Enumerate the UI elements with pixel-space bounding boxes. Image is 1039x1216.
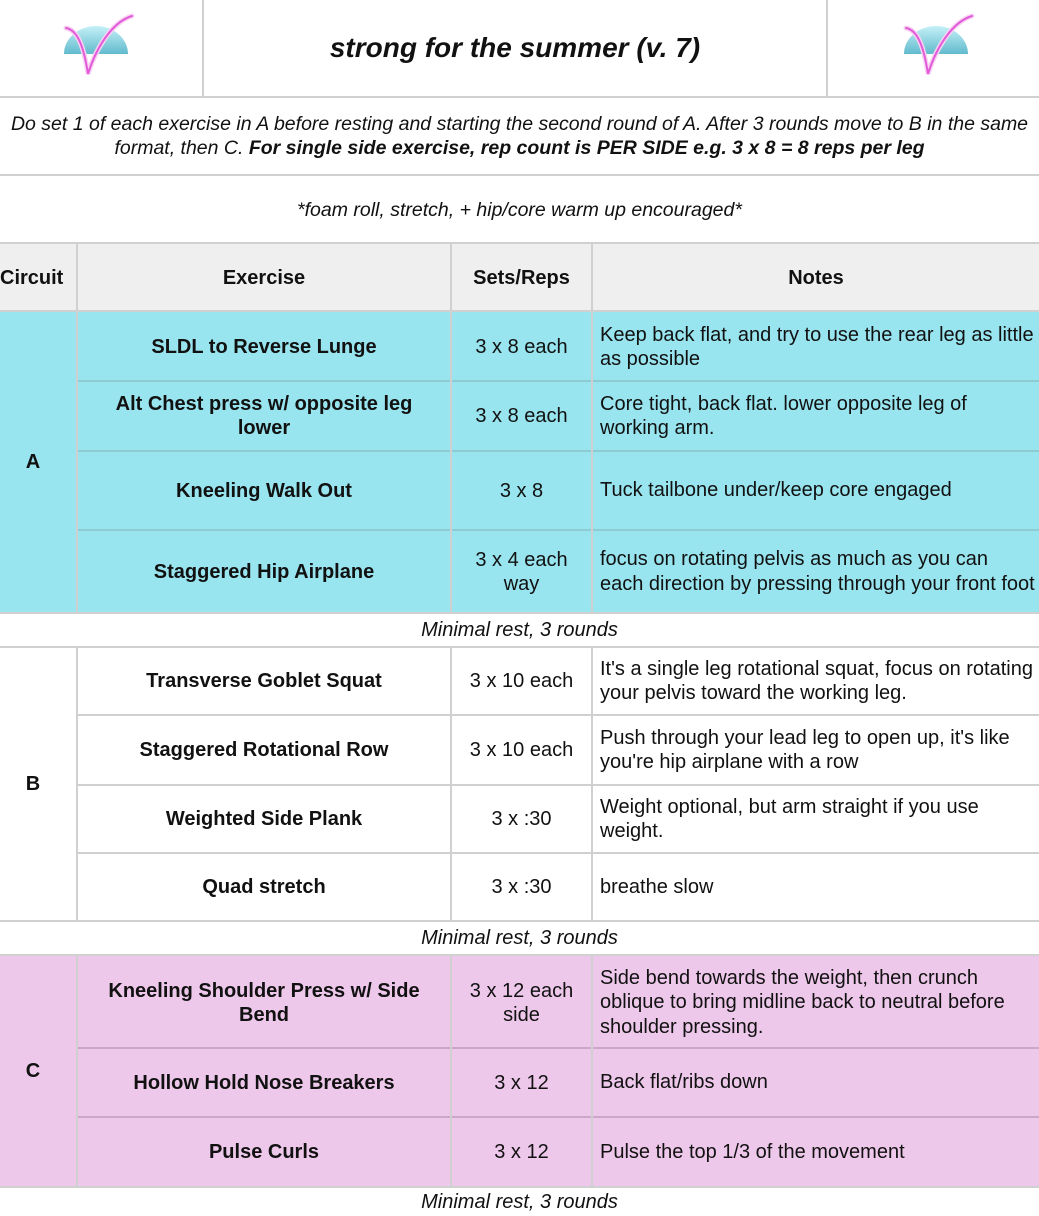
instructions-bold: For single side exercise, rep count is PER SIDE e.g. 3 x 8 = 8 reps per leg: [248, 137, 925, 159]
sets-cell: 3 x 4 each way: [475, 548, 568, 595]
notes-cell: Keep back flat, and try to use the rear leg as little as possible: [600, 323, 1034, 370]
divider: [0, 96, 1039, 98]
notes-cell: Push through your lead leg to open up, it's like you're hip airplane with a row: [600, 726, 1010, 773]
divider: [0, 242, 1039, 244]
sets-cell: 3 x 8 each: [475, 405, 568, 427]
exercise-cell: Staggered Rotational Row: [139, 739, 389, 761]
exercise-cell: Transverse Goblet Squat: [146, 670, 382, 692]
divider: [0, 310, 1039, 312]
circuit-label-b: B: [25, 772, 41, 795]
exercise-cell: Kneeling Shoulder Press w/ Side Bend: [108, 979, 420, 1026]
circuit-label-c: C: [25, 1059, 41, 1082]
logo-left-icon: [52, 8, 140, 84]
exercise-cell: Alt Chest press w/ opposite leg lower: [115, 393, 413, 439]
header-notes: Notes: [788, 266, 844, 289]
exercise-cell: SLDL to Reverse Lunge: [151, 336, 377, 358]
divider: [202, 0, 204, 96]
divider: [0, 1186, 1039, 1188]
sets-cell: 3 x 10 each: [469, 739, 574, 761]
header-sets: Sets/Reps: [473, 266, 570, 289]
instructions-text: Do set 1 of each exercise in A before resting and starting the second round of A. After 3 rounds move to B in the same format, then C.: [10, 113, 1029, 159]
exercise-cell: Pulse Curls: [208, 1141, 320, 1163]
exercise-cell: Hollow Hold Nose Breakers: [133, 1071, 395, 1094]
divider: [591, 956, 593, 1186]
divider: [76, 784, 1039, 786]
divider: [450, 648, 452, 920]
exercise-cell: Weighted Side Plank: [165, 808, 363, 830]
sets-cell: 3 x :30: [491, 876, 552, 898]
notes-cell: Tuck tailbone under/keep core engaged: [600, 479, 952, 502]
divider: [0, 174, 1039, 176]
sets-cell: 3 x 12 each side: [469, 979, 574, 1026]
divider: [450, 956, 452, 1186]
notes-cell: Side bend towards the weight, then crunch oblique to bring midline back to neutral before shoulder pressing.: [600, 966, 1005, 1038]
divider: [76, 714, 1039, 716]
divider: [450, 244, 452, 612]
divider: [591, 244, 593, 612]
divider: [0, 920, 1039, 922]
page-title: strong for the summer (v. 7): [329, 32, 701, 63]
notes-cell: Core tight, back flat. lower opposite leg of working arm.: [600, 392, 967, 439]
divider: [76, 956, 78, 1186]
notes-cell: It's a single leg rotational squat, focus on rotating your pelvis toward the working leg.: [600, 657, 1033, 704]
sets-cell: 3 x 10 each: [469, 670, 574, 692]
warmup-note: *foam roll, stretch, + hip/core warm up encouraged*: [297, 198, 742, 221]
divider: [0, 612, 1039, 614]
rest-note-c: Minimal rest, 3 rounds: [421, 1190, 618, 1213]
notes-cell: Weight optional, but arm straight if you use weight.: [600, 795, 979, 842]
circuit-label-a: A: [25, 450, 41, 473]
sets-cell: 3 x 8 each: [475, 336, 568, 358]
sets-cell: 3 x :30: [491, 808, 552, 830]
sets-cell: 3 x 12: [494, 1071, 549, 1094]
divider: [0, 954, 1039, 956]
notes-cell: Back flat/ribs down: [600, 1071, 768, 1094]
notes-cell: breathe slow: [600, 875, 714, 898]
divider: [76, 1047, 1039, 1049]
header-exercise: Exercise: [222, 266, 306, 289]
instructions: [0, 98, 1039, 174]
rest-note-a: Minimal rest, 3 rounds: [421, 618, 618, 641]
exercise-cell: Staggered Hip Airplane: [153, 560, 375, 583]
divider: [0, 646, 1039, 648]
exercise-cell: Kneeling Walk Out: [176, 479, 352, 502]
divider: [591, 648, 593, 920]
notes-cell: Pulse the top 1/3 of the movement: [600, 1140, 905, 1163]
logo-right-icon: [892, 8, 980, 84]
notes-cell: focus on rotating pelvis as much as you can each direction by pressing through your front foot: [600, 548, 1035, 595]
divider: [76, 529, 1039, 531]
divider: [76, 648, 78, 920]
divider: [826, 0, 828, 96]
sets-cell: 3 x 12: [494, 1141, 549, 1163]
divider: [76, 1116, 1039, 1118]
divider: [76, 380, 1039, 382]
divider: [76, 244, 78, 612]
divider: [76, 852, 1039, 854]
exercise-cell: Quad stretch: [202, 876, 326, 898]
divider: [76, 450, 1039, 452]
sets-cell: 3 x 8: [499, 479, 544, 502]
rest-note-b: Minimal rest, 3 rounds: [421, 926, 618, 949]
header-circuit: Circuit: [0, 266, 64, 289]
